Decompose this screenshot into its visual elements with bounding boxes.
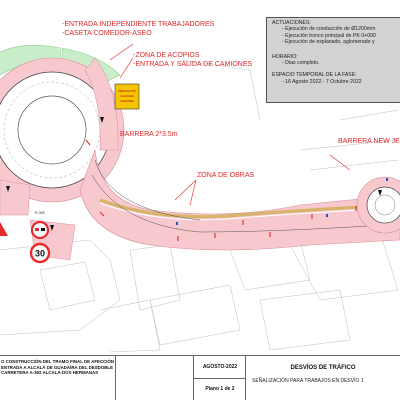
date-box	[194, 356, 246, 379]
action-item: - Ejecución de explanado, aglomerado y	[282, 39, 375, 46]
sign-post-label: R-305	[35, 211, 45, 215]
drawing-title: DESVÍOS DE TRÁFICO	[290, 365, 356, 371]
plan-date: AGOSTO-2022	[202, 364, 238, 370]
no-overtaking-sign	[32, 222, 48, 238]
project-line: O CONSTRUCCIÓN DEL TRAMO FINAL DE AFECCIÓN	[1, 359, 115, 364]
phase-info-box	[266, 17, 400, 103]
warning-sign-line-2: SALIDA DE	[120, 95, 134, 98]
blank-cell	[116, 356, 194, 400]
drawing-subtitle: SEÑALIZACIÓN PARA TRABAJOS EN DESVÍO 1	[252, 378, 364, 384]
left-access-road	[0, 180, 30, 215]
drawing-title-cell	[246, 356, 400, 400]
speed-limit-value: 30	[34, 248, 46, 259]
date-sheet-cell	[194, 356, 246, 400]
period-heading: ESPACIO TEMPORAL DE LA FASE:	[272, 72, 357, 79]
annotation-workers-entrance: -ENTRADA INDEPENDIENTE TRABAJADORES	[62, 21, 215, 28]
annotation-canteen: -CASETA COMEDOR-ASEO	[62, 30, 152, 37]
project-cell	[0, 356, 116, 400]
project-line: ENTRADA A ALCALÁ DE GUADAÍRA DEL DESDOBLE	[1, 364, 114, 370]
period-value: - 16 Agosto 2022 - 7 Octubre 2022	[282, 78, 362, 85]
annotation-barrier-right: BARRERA NEW JE	[338, 138, 400, 145]
annotation-storage-zone: -ZONA DE ACOPIOS	[133, 52, 200, 59]
warning-sign-line-3: CAMIONES	[120, 100, 134, 103]
action-item: - Ejecución de conducción de Ø1200mm	[282, 26, 376, 33]
title-block	[0, 355, 400, 400]
sheet-number: Plano 1 de 2	[205, 386, 235, 392]
action-item: - Ejecución tronco principal de PK 0+000	[282, 32, 376, 39]
schedule-value: - Dias completo.	[282, 60, 320, 67]
schedule-heading: HORARIO:	[272, 53, 298, 60]
sheet-box	[194, 378, 246, 400]
annotation-barrier-left: BARRERA 2*3.5m	[120, 131, 178, 138]
annotation-truck-access: -ENTRADA Y SALIDA DE CAMIONES	[133, 61, 253, 68]
project-line: CARRETERA A-392 ALCALÁ-DOS HERMANAS	[1, 370, 99, 376]
warning-sign-line-1: PRECAUCIÓN	[118, 90, 136, 93]
red-triangle-sign	[0, 222, 8, 236]
annotation-works-zone: ZONA DE OBRAS	[197, 172, 255, 179]
actions-heading: ACTUACIONES:	[272, 20, 311, 26]
